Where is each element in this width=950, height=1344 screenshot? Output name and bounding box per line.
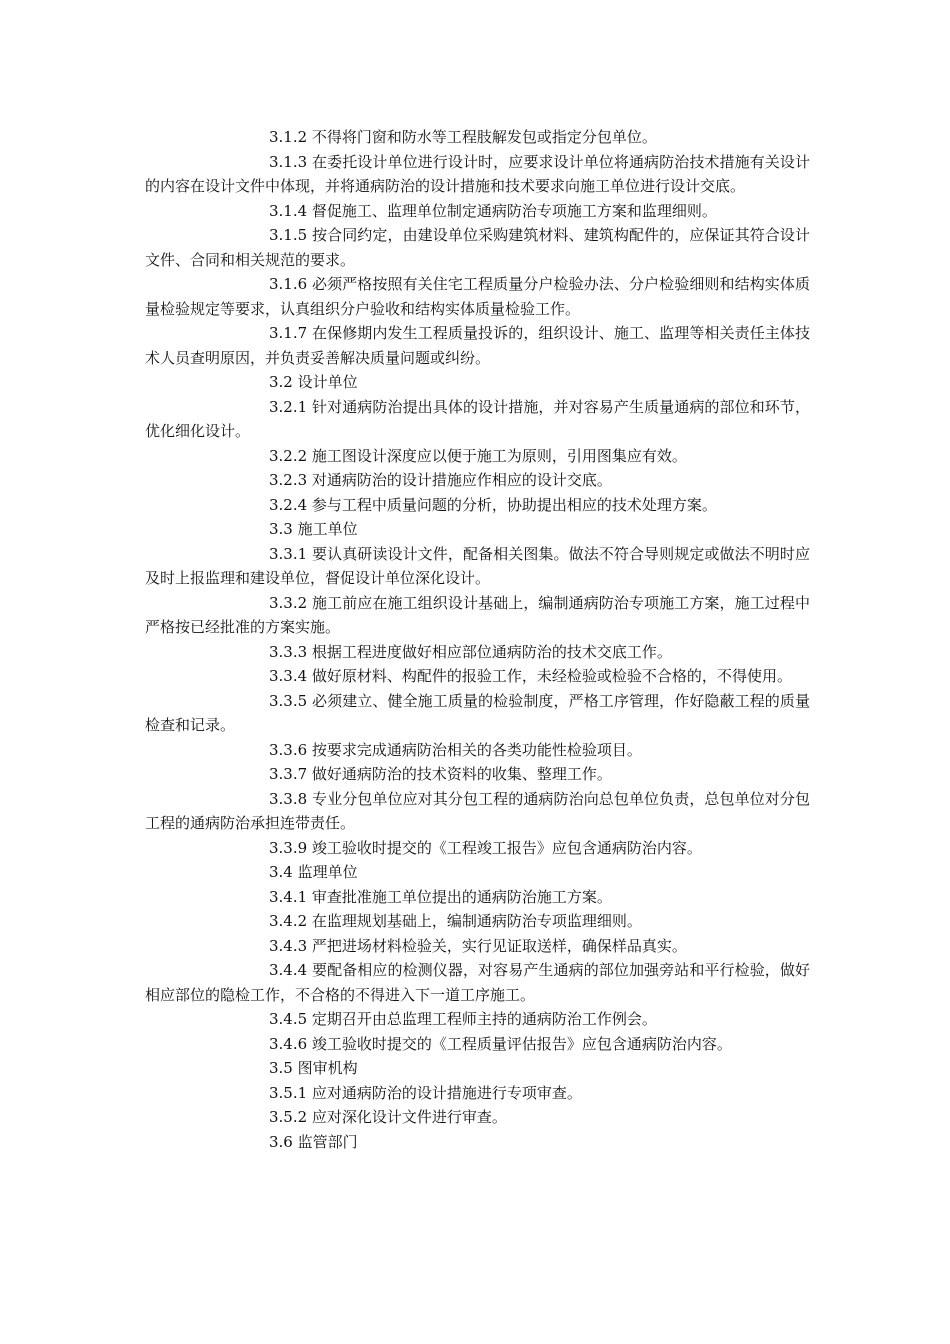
paragraph-3-3-3: 3.3.3 根据工程进度做好相应部位通病防治的技术交底工作。 — [269, 642, 672, 661]
section-heading-3-4: 3.4 监理单位 — [269, 863, 358, 881]
paragraph-3-5-2: 3.5.2 应对深化设计文件进行审查。 — [269, 1108, 507, 1126]
paragraph-3-3-6: 3.3.6 按要求完成通病防治相关的各类功能性检验项目。 — [269, 740, 642, 759]
paragraph-3-1-4: 3.1.4 督促施工、监理单位制定通病防治专项施工方案和监理细则。 — [269, 201, 717, 220]
paragraph-3-2-3: 3.2.3 对通病防治的设计措施应作相应的设计交底。 — [269, 471, 612, 489]
section-heading-3-5: 3.5 图审机构 — [269, 1059, 358, 1077]
paragraph-3-1-6: 3.1.6 必须严格按照有关住宅工程质量分户检验办法、分户检验细则和结构实体质量检验规定等要求，认真组织分户验收和结构实体质量检验工作。 — [145, 275, 810, 318]
paragraph-3-3-2: 3.3.2 施工前应在施工组织设计基础上，编制通病防治专项施工方案，施工过程中严格按已经批准的方案实施。 — [145, 593, 810, 636]
paragraph-3-1-5: 3.1.5 按合同约定，由建设单位采购建筑材料、建筑构配件的，应保证其符合设计文件、合同和相关规范的要求。 — [145, 226, 810, 269]
paragraph-3-1-2: 3.1.2 不得将门窗和防水等工程肢解发包或指定分包单位。 — [269, 128, 657, 146]
paragraph-3-1-7: 3.1.7 在保修期内发生工程质量投诉的，组织设计、施工、监理等相关责任主体技术人员查明原因，并负责妥善解决质量问题或纠纷。 — [145, 324, 810, 367]
paragraph-3-4-5: 3.4.5 定期召开由总监理工程师主持的通病防治工作例会。 — [269, 1010, 657, 1028]
paragraph-3-5-1: 3.5.1 应对通病防治的设计措施进行专项审查。 — [269, 1083, 582, 1102]
paragraph-3-2-2: 3.2.2 施工图设计深度应以便于施工为原则，引用图集应有效。 — [269, 446, 687, 465]
paragraph-3-3-4: 3.3.4 做好原材料、构配件的报验工作，未经检验或检验不合格的，不得使用。 — [269, 667, 792, 685]
section-heading-3-3: 3.3 施工单位 — [269, 520, 358, 538]
paragraph-3-3-9: 3.3.9 竣工验收时提交的《工程竣工报告》应包含通病防治内容。 — [269, 838, 702, 857]
paragraph-3-3-1: 3.3.1 要认真研读设计文件，配备相关图集。做法不符合导则规定或做法不明时应及时上报监理和建设单位，督促设计单位深化设计。 — [145, 544, 810, 587]
paragraph-3-3-5: 3.3.5 必须建立、健全施工质量的检验制度，严格工序管理，作好隐蔽工程的质量检查和记录。 — [145, 691, 810, 734]
paragraph-3-4-3: 3.4.3 严把进场材料检验关，实行见证取送样，确保样品真实。 — [269, 936, 687, 955]
document-body — [145, 125, 810, 1154]
paragraph-3-4-2: 3.4.2 在监理规划基础上，编制通病防治专项监理细则。 — [269, 912, 642, 930]
section-heading-3-2: 3.2 设计单位 — [269, 373, 358, 391]
paragraph-3-4-6: 3.4.6 竣工验收时提交的《工程质量评估报告》应包含通病防治内容。 — [269, 1034, 732, 1053]
paragraph-3-3-7: 3.3.7 做好通病防治的技术资料的收集、整理工作。 — [269, 765, 612, 783]
paragraph-3-1-3: 3.1.3 在委托设计单位进行设计时，应要求设计单位将通病防治技术措施有关设计的内容在设计文件中体现，并将通病防治的设计措施和技术要求向施工单位进行设计交底。 — [145, 152, 810, 195]
paragraph-3-4-1: 3.4.1 审查批准施工单位提出的通病防治施工方案。 — [269, 887, 612, 906]
paragraph-3-4-4: 3.4.4 要配备相应的检测仪器，对容易产生通病的部位加强旁站和平行检验，做好相应部位的隐检工作，不合格的不得进入下一道工序施工。 — [145, 961, 810, 1004]
paragraph-3-3-8: 3.3.8 专业分包单位应对其分包工程的通病防治向总包单位负责，总包单位对分包工程的通病防治承担连带责任。 — [145, 789, 810, 832]
section-heading-3-6: 3.6 监管部门 — [269, 1132, 358, 1151]
paragraph-3-2-4: 3.2.4 参与工程中质量问题的分析，协助提出相应的技术处理方案。 — [269, 495, 717, 514]
paragraph-3-2-1: 3.2.1 针对通病防治提出具体的设计措施，并对容易产生质量通病的部位和环节，优化细化设计。 — [145, 397, 810, 440]
